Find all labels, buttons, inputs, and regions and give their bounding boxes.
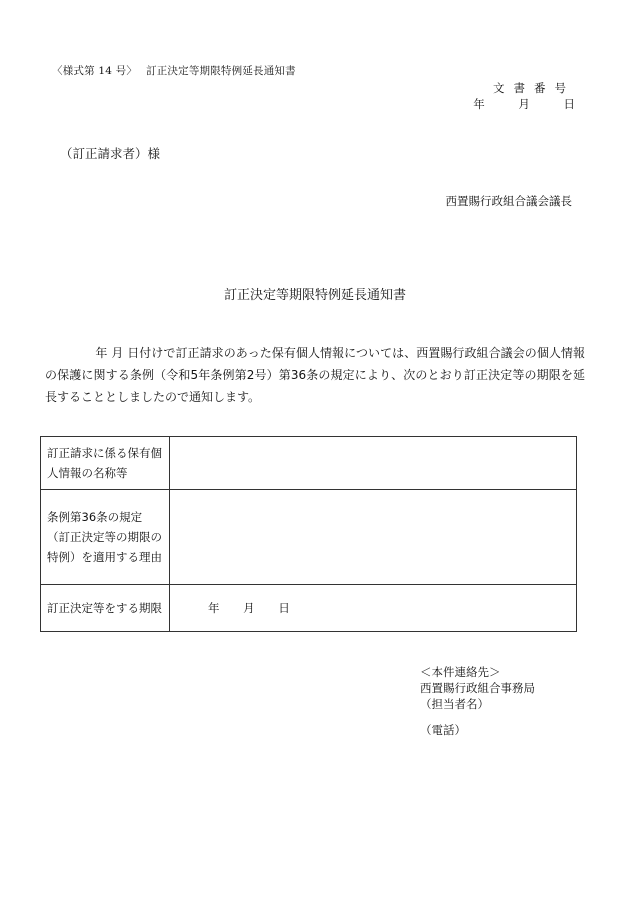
row-label-info-name: 訂正請求に係る保有個人情報の名称等 bbox=[41, 437, 170, 490]
date-year: 年 bbox=[473, 97, 485, 111]
table-row bbox=[41, 437, 577, 490]
date-month: 月 bbox=[518, 97, 530, 111]
document-date bbox=[473, 96, 575, 112]
contact-person: （担当者名） bbox=[420, 697, 489, 711]
deadline-day: 日 bbox=[278, 601, 290, 615]
row-value-deadline bbox=[170, 585, 577, 632]
sender-name: 西置賜行政組合議会議長 bbox=[445, 194, 572, 208]
notice-table bbox=[40, 436, 577, 632]
notice-body: 年 月 日付けで訂正請求のあった保有個人情報については、西置賜行政組合議会の個人情報の保護に関する条例（令和5年条例第2号）第36条の規定により、次のとおり訂正決定等の期限を延長することとしましたので通知します。 bbox=[45, 346, 585, 404]
deadline-month: 月 bbox=[243, 601, 255, 615]
addressee: （訂正請求者）様 bbox=[60, 146, 161, 161]
contact-heading: ＜本件連絡先＞ bbox=[420, 665, 501, 679]
document-number-label: 文書番号 bbox=[493, 81, 575, 95]
date-day: 日 bbox=[563, 97, 575, 111]
form-number-label: 〈様式第 14 号〉 訂正決定等期限特例延長通知書 bbox=[52, 65, 296, 77]
deadline-year: 年 bbox=[208, 601, 220, 615]
row-label-reason: 条例第36条の規定（訂正決定等の期限の特例）を適用する理由 bbox=[41, 490, 170, 585]
contact-block bbox=[420, 664, 535, 738]
row-value-reason bbox=[170, 490, 577, 585]
row-label-deadline: 訂正決定等をする期限 bbox=[41, 585, 170, 632]
contact-phone: （電話） bbox=[420, 723, 466, 737]
row-value-info-name bbox=[170, 437, 577, 490]
contact-office: 西置賜行政組合事務局 bbox=[420, 681, 535, 695]
document-title: 訂正決定等期限特例延長通知書 bbox=[223, 288, 406, 303]
table-row bbox=[41, 585, 577, 632]
table-row bbox=[41, 490, 577, 585]
